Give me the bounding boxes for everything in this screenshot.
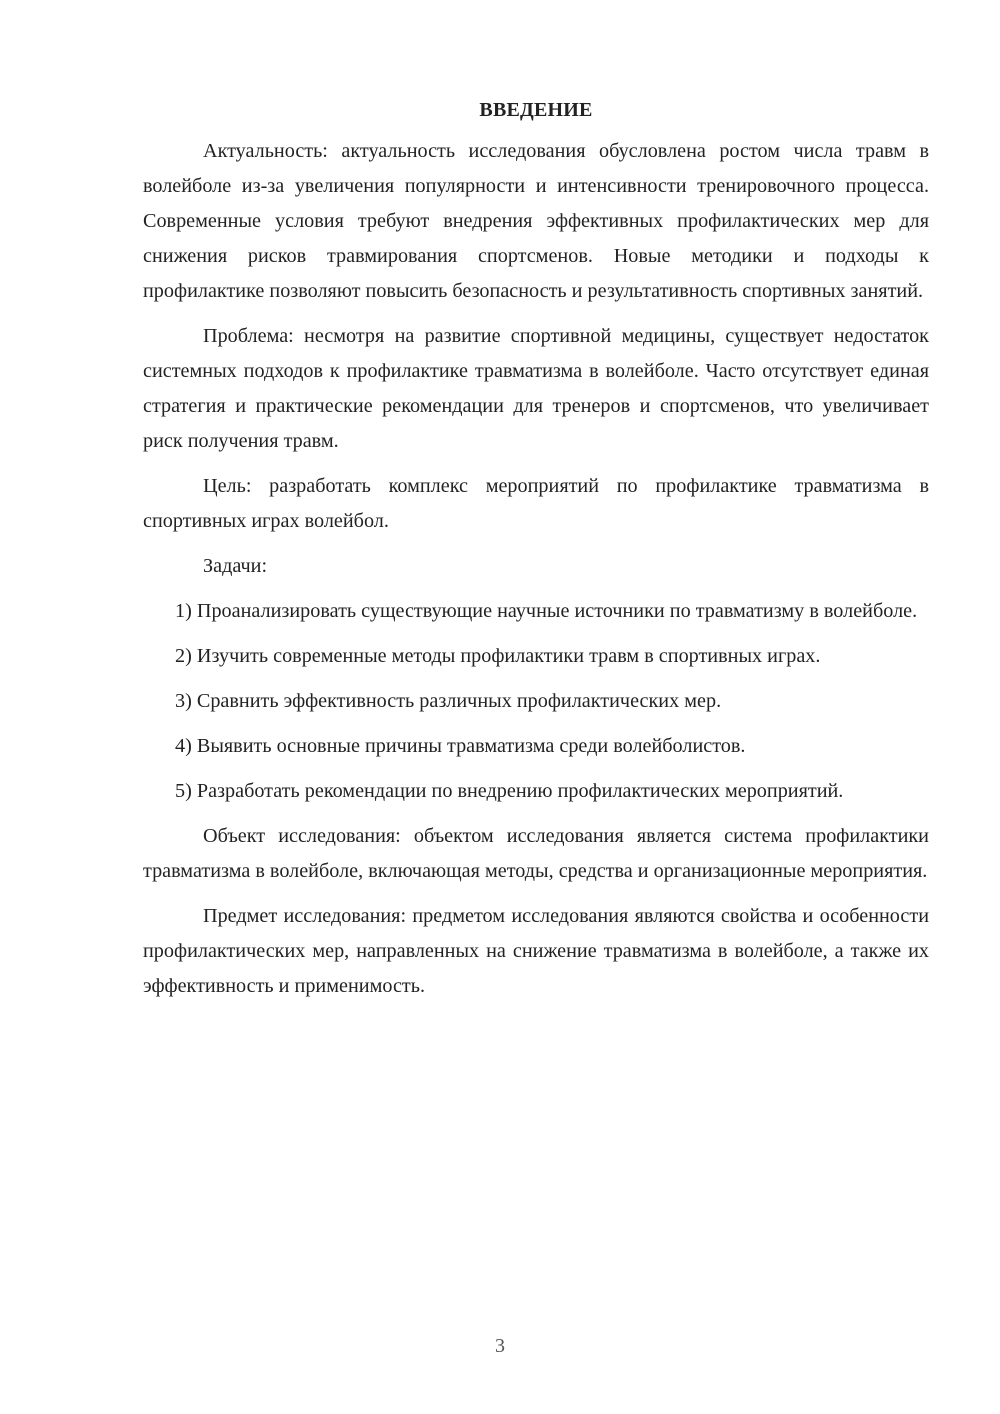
tasks-heading: Задачи:: [203, 555, 268, 577]
task-item-2: 2) Изучить современные методы профилактики травм в спортивных играх.: [175, 645, 821, 667]
object-paragraph: Объект исследования: объектом исследования является система профилактики травматизма в волейболе, включающая методы, средства и организационные мероприятия.: [143, 825, 929, 882]
task-item-3: 3) Сравнить эффективность различных профилактических мер.: [175, 690, 722, 712]
page-number: 3: [495, 1335, 505, 1357]
task-item-1: 1) Проанализировать существующие научные источники по травматизму в волейболе.: [175, 600, 918, 622]
page-title: ВВЕДЕНИЕ: [479, 99, 593, 121]
relevance-paragraph: Актуальность: актуальность исследования обусловлена ростом числа травм в волейболе из-за увеличения популярности и интенсивности тренировочного процесса. Современные условия требуют внедрения эффективных профилактических мер для снижения рисков травмирования спортсменов. Новые методики и подходы к профилактике позволяют повысить безопасность и результативность спортивных занятий.: [143, 140, 929, 302]
document-body: [143, 95, 929, 1014]
task-item-4: 4) Выявить основные причины травматизма среди волейболистов.: [175, 735, 746, 757]
task-item-5: 5) Разработать рекомендации по внедрению профилактических мероприятий.: [175, 780, 844, 802]
goal-paragraph: Цель: разработать комплекс мероприятий по профилактике травматизма в спортивных играх волейбол.: [143, 475, 929, 532]
problem-paragraph: Проблема: несмотря на развитие спортивной медицины, существует недостаток системных подходов к профилактике травматизма в волейболе. Часто отсутствует единая стратегия и практические рекомендации для тренеров и спортсменов, что увеличивает риск получения травм.: [143, 325, 929, 452]
subject-paragraph: Предмет исследования: предметом исследования являются свойства и особенности профилактических мер, направленных на снижение травматизма в волейболе, а также их эффективность и применимость.: [143, 905, 929, 997]
